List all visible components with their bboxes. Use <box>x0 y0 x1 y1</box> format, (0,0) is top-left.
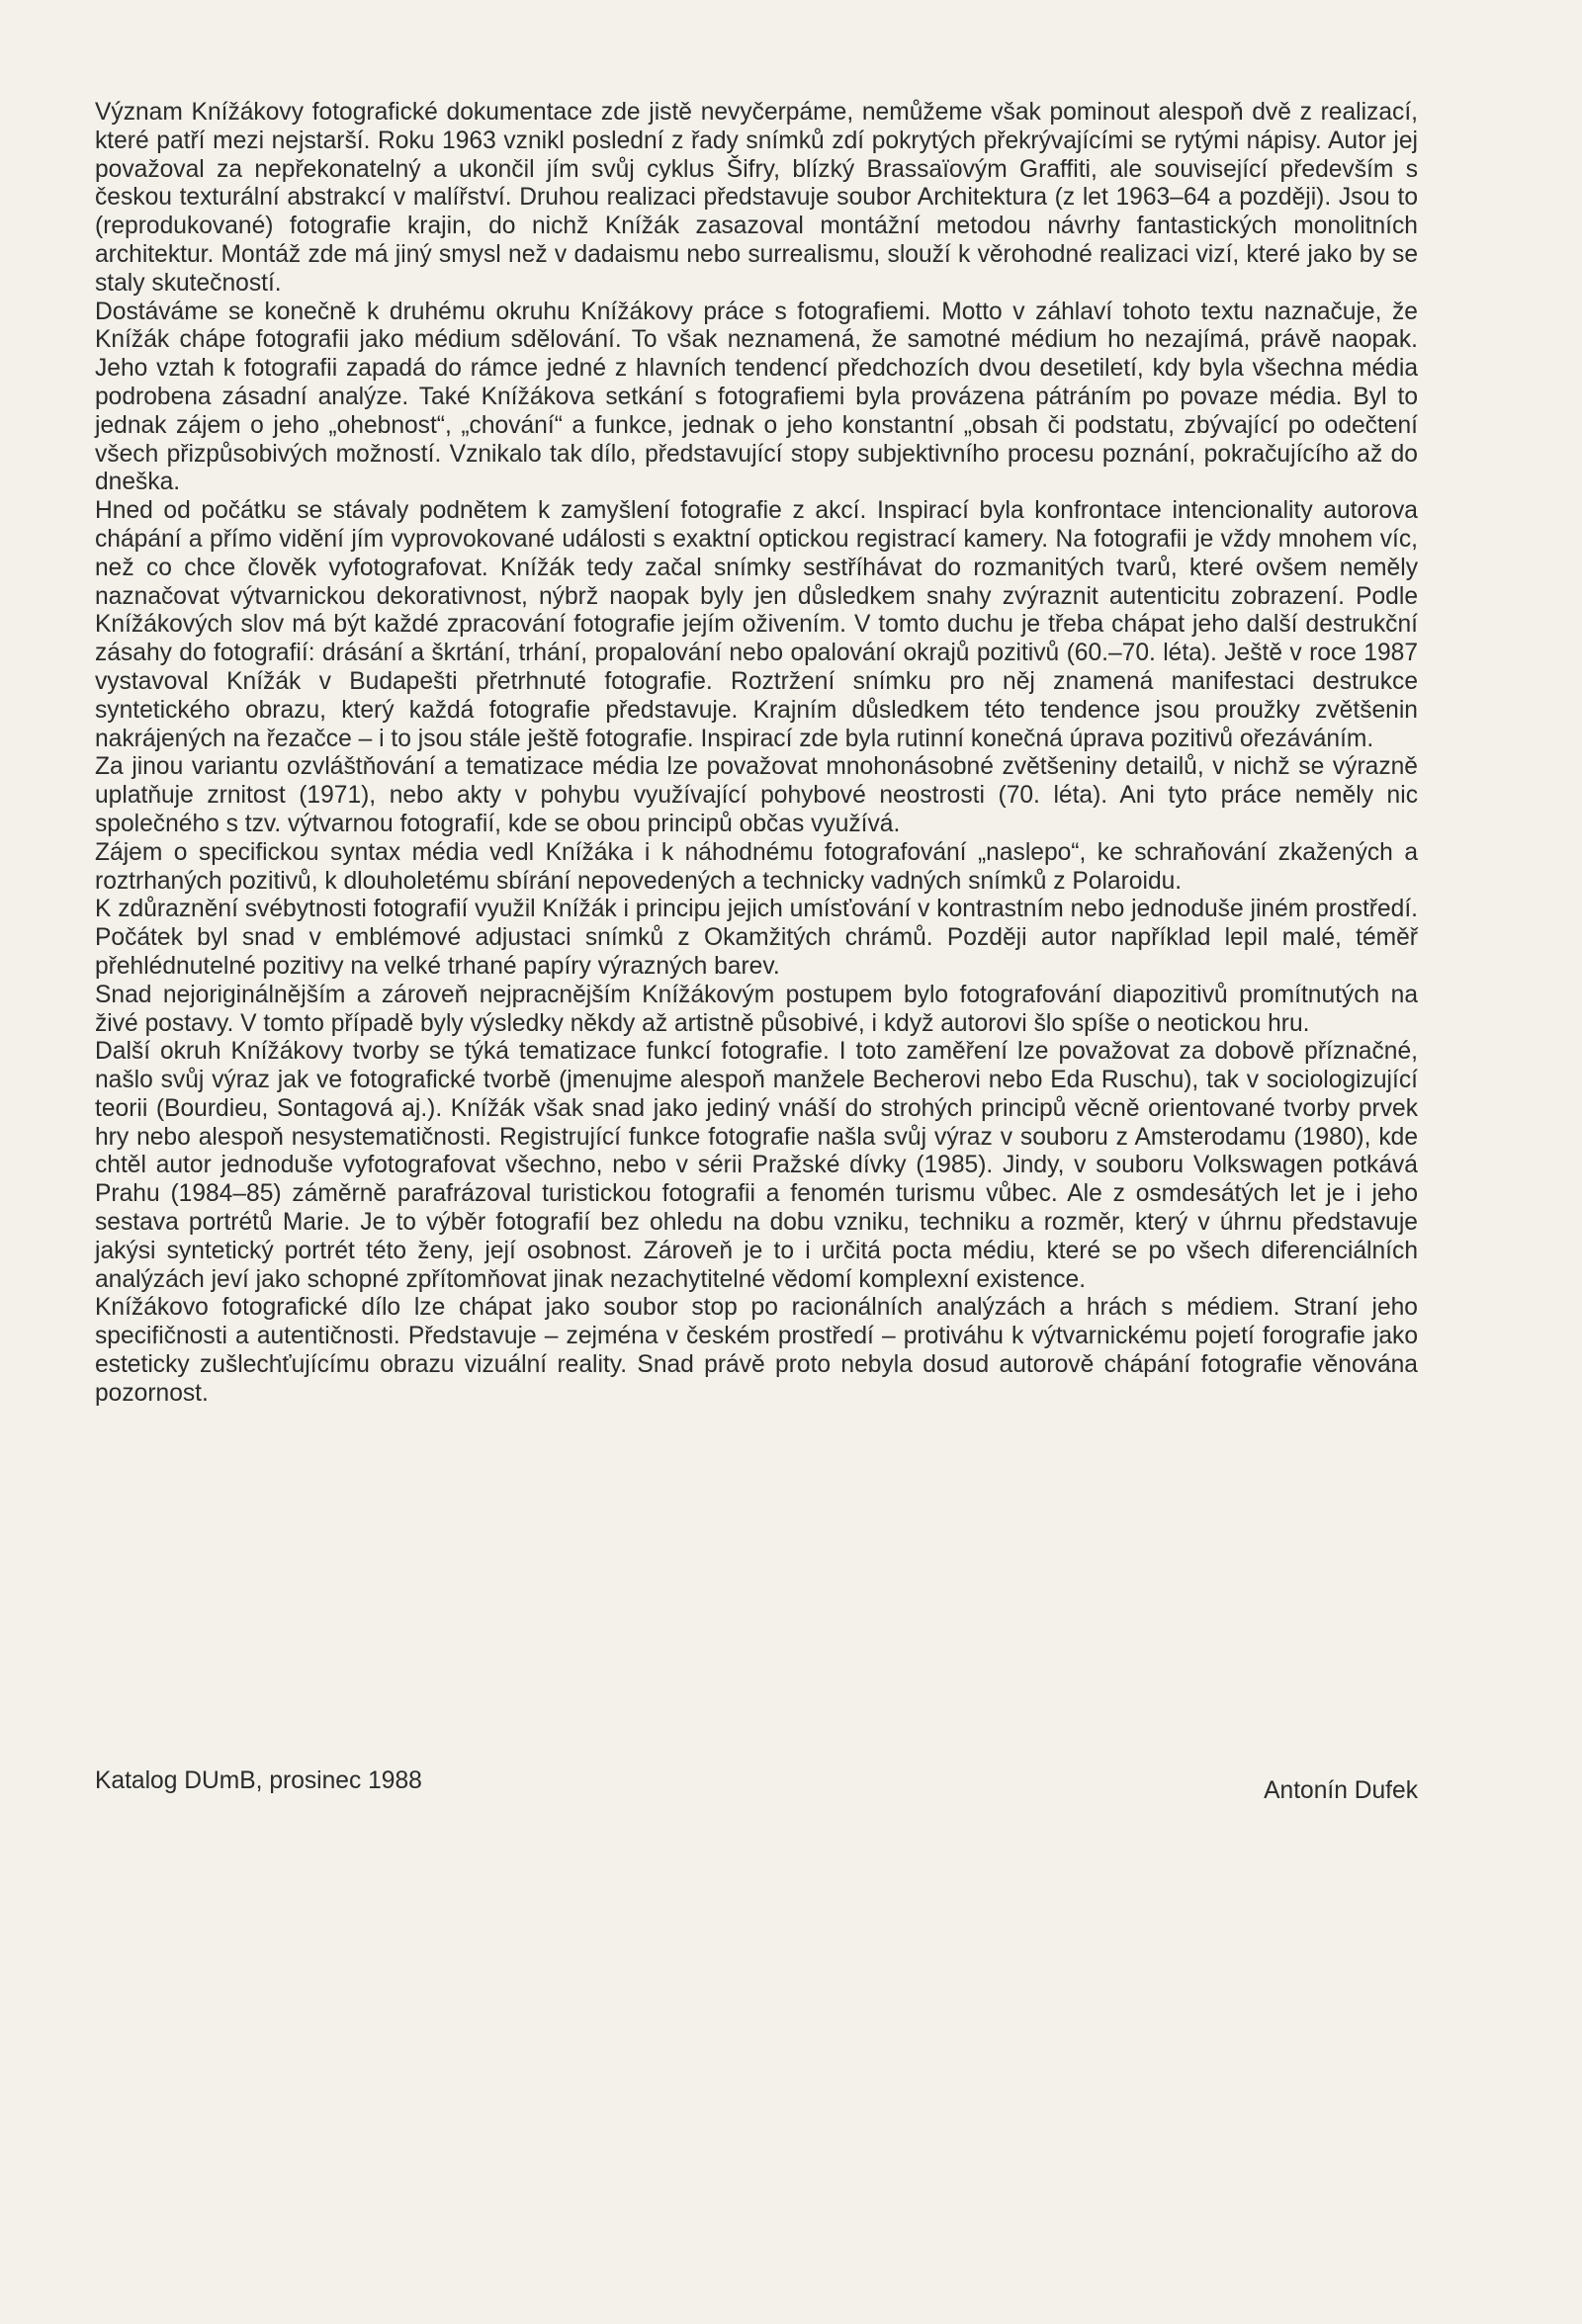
paragraph: Další okruh Knížákovy tvorby se týká tematizace funkcí fotografie. I toto zaměření lze považovat za dobově příznačné, našlo svůj výraz jak ve fotografické tvorbě (jmenujme alespoň manžele Becherovi nebo Eda Ruschu), tak v sociologizující teorii (Bourdieu, Sontagová aj.). Knížák však snad jako jediný vnáší do strohých principů věcně orientované tvorby prvek hry nebo alespoň nesystematičnosti. Registrující funkce fotografie našla svůj výraz v souboru z Amsterodamu (1980), kde chtěl autor jednoduše vyfotografovat všechno, nebo v sérii Pražské dívky (1985). Jindy, v souboru Volkswagen potkává Prahu (1984–85) záměrně parafrázoval turistickou fotografii a fenomén turismu vůbec. Ale z osmdesátých let je i jeho sestava portrétů Marie. Je to výběr fotografií bez ohledu na dobu vzniku, techniku a rozměr, který v úhrnu představuje jakýsi syntetický portrét této ženy, její osobnost. Zároveň je to i určitá pocta médiu, které se po všech diferenciálních analýzách jeví jako schopné zpřítomňovat jinak nezachytitelné vědomí komplexní existence. <box>95 1038 1418 1293</box>
paragraph: Hned od počátku se stávaly podnětem k zamyšlení fotografie z akcí. Inspirací byla konfrontace intencionality autorova chápání a přímo vidění jím vyprovokované události s exaktní optickou registrací kamery. Na fotografii je vždy mnohem víc, než co chce člověk vyfotografovat. Knížák tedy začal snímky sestříhávat do rozmanitých tvarů, které ovšem neměly naznačovat výtvarnickou dekorativnost, nýbrž naopak byly jen důsledkem snahy zvýraznit autenticitu zobrazení. Podle Knížákových slov má být každé zpracování fotografie jejím oživením. V tomto duchu je třeba chápat jeho další destrukční zásahy do fotografií: drásání a škrtání, trhání, propalování nebo opalování okrajů pozitivů (60.–70. léta). Ještě v roce 1987 vystavoval Knížák v Budapešti přetrhnuté fotografie. Roztržení snímku pro něj znamená manifestaci destrukce syntetického obrazu, který každá fotografie představuje. Krajním důsledkem této tendence jsou proužky zvětšenin nakrájených na řezačce – i to jsou stále ještě fotografie. Inspirací zde byla rutinní konečná úprava pozitivů ořezáváním. <box>95 497 1418 752</box>
paragraph: Snad nejoriginálnějším a zároveň nejpracnějším Knížákovým postupem bylo fotografování diapozitivů promítnutých na živé postavy. V tomto případě byly výsledky někdy až artistně působivé, i když autorovi šlo spíše o neotickou hru. <box>95 981 1418 1037</box>
author-name: Antonín Dufek <box>1264 1777 1418 1804</box>
paragraph: Knížákovo fotografické dílo lze chápat jako soubor stop po racionálních analýzách a hrách s médiem. Straní jeho specifičnosti a autentičnosti. Představuje – zejména v českém prostředí – protiváhu k výtvarnickému pojetí forografie jako esteticky zušlechťujícímu obrazu vizuální reality. Snad právě proto nebyla dosud autorově chápání fotografie věnována pozornost. <box>95 1294 1418 1407</box>
paragraph: K zdůraznění svébytnosti fotografií využil Knížák i principu jejich umísťování v kontrastním nebo jednoduše jiném prostředí. Počátek byl snad v emblémové adjustaci snímků z Okamžitých chrámů. Později autor například lepil malé, téměř přehlédnutelné pozitivy na velké trhané papíry výrazných barev. <box>95 896 1418 980</box>
paragraph: Dostáváme se konečně k druhému okruhu Knížákovy práce s fotografiemi. Motto v záhlaví tohoto textu naznačuje, že Knížák chápe fotografii jako médium sdělování. To však neznamená, že samotné médium ho nezajímá, právě naopak. Jeho vztah k fotografii zapadá do rámce jedné z hlavních tendencí předchozích dvou desetiletí, kdy byla všechna média podrobena zásadní analýze. Také Knížákova setkání s fotografiemi byla provázena pátráním po povaze média. Byl to jednak zájem o jeho „ohebnost“, „chování“ a funkce, jednak o jeho konstantní „obsah či podstatu, zbývající po odečtení všech přizpůsobivých možností. Vznikalo tak dílo, představující stopy subjektivního procesu poznání, pokračujícího až do dneška. <box>95 298 1418 496</box>
paragraph: Za jinou variantu ozvláštňování a tematizace média lze považovat mnohonásobné zvětšeniny detailů, v nichž se výrazně uplatňuje zrnitost (1971), nebo akty v pohybu využívající pohybové neostrosti (70. léta). Ani tyto práce neměly nic společného s tzv. výtvarnou fotografií, kde se obou principů občas využívá. <box>95 753 1418 837</box>
paragraph: Zájem o specifickou syntax média vedl Knížáka i k náhodnému fotografování „naslepo“, ke schraňování zkažených a roztrhaných pozitivů, k dlouholetému sbírání nepovedených a technicky vadných snímků z Polaroidu. <box>95 838 1418 895</box>
source-citation: Katalog DUmB, prosinec 1988 <box>95 1767 422 1794</box>
paragraph: Význam Knížákovy fotografické dokumentace zde jistě nevyčerpáme, nemůžeme však pominout alespoň dvě z realizací, které patří mezi nejstarší. Roku 1963 vznikl poslední z řady snímků zdí pokrytých překrývajícími se rytými nápisy. Autor jej považoval za nepřekonatelný a ukončil jím svůj cyklus Šifry, blízký Brassaïovým Graffiti, ale související především s českou texturální abstrakcí v malířství. Druhou realizaci představuje soubor Architektura (z let 1963–64 a později). Jsou to (reprodukované) fotografie krajin, do nichž Knížák zasazoval montážní metodou návrhy fantastických monolitních architektur. Montáž zde má jiný smysl než v dadaismu nebo surrealismu, slouží k věrohodné realizaci vizí, které jako by se staly skutečností. <box>95 99 1418 297</box>
article-body <box>95 99 1418 1409</box>
